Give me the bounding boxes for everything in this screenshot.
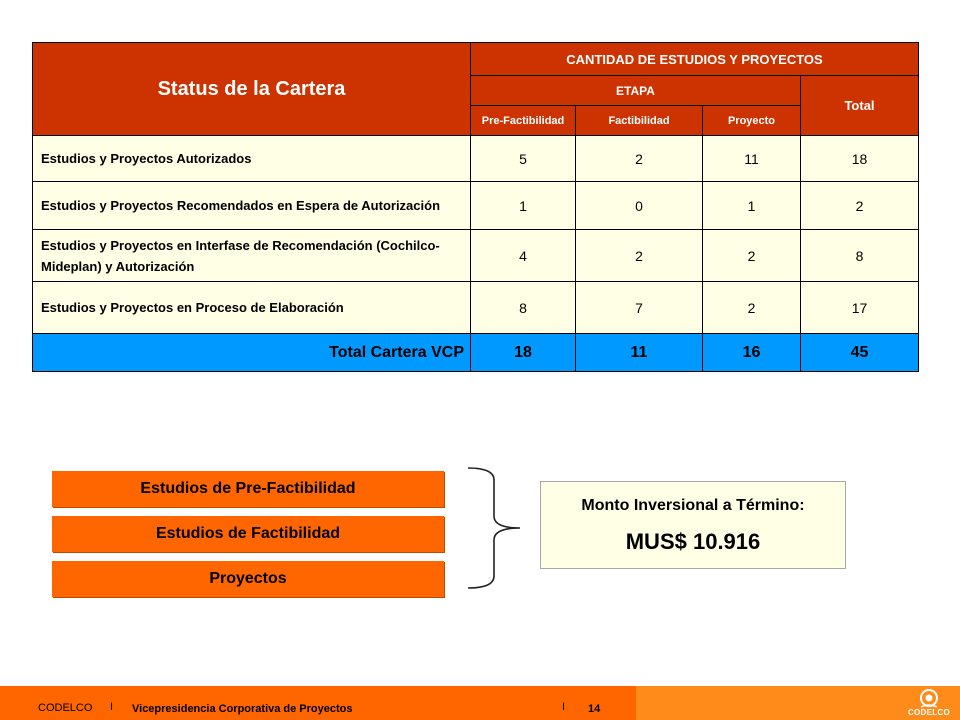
cell-proy: 11: [703, 136, 801, 182]
cell-fact: 2: [576, 136, 703, 182]
total-pre: 18: [471, 334, 576, 372]
table-row: [33, 136, 919, 182]
subheader-factibilidad: Factibilidad: [576, 106, 703, 136]
monto-box: [540, 481, 846, 569]
footer-separator: I: [110, 701, 114, 713]
logo-text: CODELCO: [907, 708, 951, 717]
table-title: Status de la Cartera: [33, 43, 471, 136]
cell-pre: 4: [471, 230, 576, 282]
cell-total: 2: [801, 182, 919, 230]
total-row: [33, 334, 919, 372]
footer: [0, 686, 960, 720]
page-number: 14: [588, 703, 601, 715]
cell-total: 8: [801, 230, 919, 282]
cell-fact: 2: [576, 230, 703, 282]
row-label: Estudios y Proyectos Autorizados: [33, 136, 471, 182]
row-label: Estudios y Proyectos en Interfase de Recomendación (Cochilco-Mideplan) y Autorización: [33, 230, 471, 282]
footer-company: CODELCO: [38, 702, 93, 714]
subheader-pre-factibilidad: Pre-Factibilidad: [471, 106, 576, 136]
etapa-header: ETAPA: [471, 76, 801, 106]
subheader-proyecto: Proyecto: [703, 106, 801, 136]
box-pre-factibilidad: Estudios de Pre-Factibilidad: [52, 471, 444, 507]
codelco-logo-icon: [904, 688, 954, 710]
table-row: [33, 182, 919, 230]
cell-proy: 1: [703, 182, 801, 230]
codelco-logo: [904, 688, 954, 718]
total-fact: 11: [576, 334, 703, 372]
box-factibilidad: Estudios de Factibilidad: [52, 516, 444, 552]
table-row: [33, 282, 919, 334]
cell-proy: 2: [703, 282, 801, 334]
cell-total: 18: [801, 136, 919, 182]
monto-label: Monto Inversional a Término:: [581, 497, 805, 514]
monto-value: MUS$ 10.916: [625, 529, 761, 554]
status-table: [32, 42, 919, 372]
total-header: Total: [801, 76, 919, 136]
total-row-label: Total Cartera VCP: [33, 334, 471, 372]
row-label: Estudios y Proyectos en Proceso de Elaboración: [33, 282, 471, 334]
brace-icon: [460, 466, 524, 590]
box-proyectos: Proyectos: [52, 561, 444, 597]
cell-total: 17: [801, 282, 919, 334]
total-total: 45: [801, 334, 919, 372]
row-label: Estudios y Proyectos Recomendados en Espera de Autorización: [33, 182, 471, 230]
cell-pre: 8: [471, 282, 576, 334]
cell-pre: 5: [471, 136, 576, 182]
cell-pre: 1: [471, 182, 576, 230]
footer-department: Vicepresidencia Corporativa de Proyectos: [132, 703, 353, 715]
table-row: [33, 230, 919, 282]
total-proy: 16: [703, 334, 801, 372]
group-header: CANTIDAD DE ESTUDIOS Y PROYECTOS: [471, 43, 919, 76]
cell-proy: 2: [703, 230, 801, 282]
cell-fact: 0: [576, 182, 703, 230]
cell-fact: 7: [576, 282, 703, 334]
footer-separator: I: [562, 701, 566, 713]
